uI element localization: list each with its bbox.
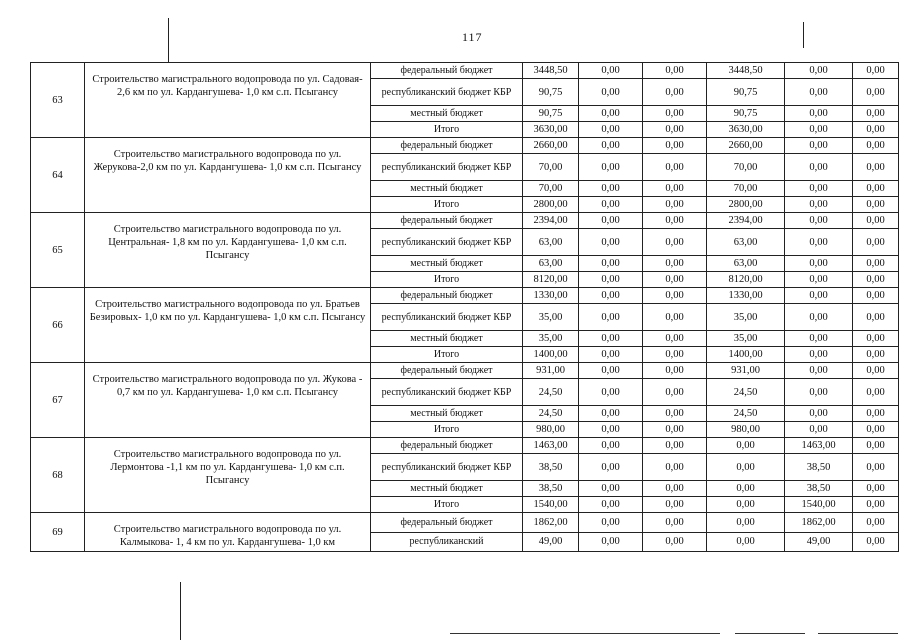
funding-source: Итого [371, 497, 523, 513]
amount-cell: 0,00 [579, 363, 643, 379]
amount-cell: 2394,00 [707, 213, 785, 229]
amount-cell: 3630,00 [523, 122, 579, 138]
amount-cell: 0,00 [853, 288, 899, 304]
amount-cell: 2800,00 [523, 197, 579, 213]
amount-cell: 3630,00 [707, 122, 785, 138]
amount-cell: 0,00 [643, 304, 707, 331]
scan-mark [818, 633, 898, 634]
amount-cell: 1463,00 [523, 438, 579, 454]
amount-cell: 1400,00 [523, 347, 579, 363]
amount-cell: 38,50 [523, 454, 579, 481]
amount-cell: 0,00 [785, 379, 853, 406]
amount-cell: 0,00 [785, 304, 853, 331]
amount-cell: 0,00 [853, 379, 899, 406]
amount-cell: 0,00 [707, 454, 785, 481]
project-description: Строительство магистрального водопровода по ул. Жукова - 0,7 км по ул. Кардангушева- 1,0 км с.п. Псыгансу [85, 363, 371, 438]
amount-cell: 35,00 [707, 331, 785, 347]
amount-cell: 0,00 [853, 481, 899, 497]
funding-source: республиканский бюджет КБР [371, 154, 523, 181]
amount-cell: 38,50 [785, 454, 853, 481]
project-description: Строительство магистрального водопровода по ул. Центральная- 1,8 км по ул. Кардангушева- 1,0 км с.п. Псыгансу [85, 213, 371, 288]
amount-cell: 0,00 [853, 154, 899, 181]
amount-cell: 0,00 [785, 347, 853, 363]
amount-cell: 0,00 [853, 63, 899, 79]
amount-cell: 980,00 [523, 422, 579, 438]
amount-cell: 0,00 [853, 406, 899, 422]
amount-cell: 35,00 [523, 331, 579, 347]
amount-cell: 0,00 [853, 438, 899, 454]
amount-cell: 49,00 [523, 532, 579, 552]
amount-cell: 0,00 [579, 197, 643, 213]
funding-source: федеральный бюджет [371, 213, 523, 229]
project-description: Строительство магистрального водопровода по ул. Калмыкова- 1, 4 км по ул. Кардангушева- 1,0 км [85, 513, 371, 552]
amount-cell: 0,00 [853, 122, 899, 138]
table-row [31, 63, 899, 79]
amount-cell: 1862,00 [785, 513, 853, 533]
scan-mark [180, 582, 181, 640]
amount-cell: 90,75 [523, 79, 579, 106]
funding-source: республиканский бюджет КБР [371, 304, 523, 331]
amount-cell: 0,00 [579, 331, 643, 347]
amount-cell: 0,00 [579, 379, 643, 406]
project-description: Строительство магистрального водопровода по ул. Лермонтова -1,1 км по ул. Кардангушева- 1,0 км с.п. Псыгансу [85, 438, 371, 513]
amount-cell: 0,00 [785, 63, 853, 79]
amount-cell: 0,00 [643, 288, 707, 304]
table-row [31, 138, 899, 154]
row-number: 65 [31, 213, 85, 288]
amount-cell: 0,00 [643, 63, 707, 79]
amount-cell: 0,00 [853, 197, 899, 213]
amount-cell: 0,00 [785, 181, 853, 197]
amount-cell: 2660,00 [707, 138, 785, 154]
amount-cell: 0,00 [853, 229, 899, 256]
funding-source: местный бюджет [371, 256, 523, 272]
amount-cell: 1400,00 [707, 347, 785, 363]
amount-cell: 0,00 [853, 513, 899, 533]
amount-cell: 0,00 [785, 331, 853, 347]
amount-cell: 0,00 [643, 138, 707, 154]
amount-cell: 0,00 [579, 304, 643, 331]
amount-cell: 0,00 [853, 181, 899, 197]
amount-cell: 0,00 [853, 304, 899, 331]
amount-cell: 1862,00 [523, 513, 579, 533]
amount-cell: 0,00 [579, 438, 643, 454]
amount-cell: 0,00 [785, 229, 853, 256]
amount-cell: 931,00 [523, 363, 579, 379]
amount-cell: 0,00 [579, 213, 643, 229]
amount-cell: 0,00 [853, 532, 899, 552]
amount-cell: 70,00 [523, 154, 579, 181]
amount-cell: 90,75 [707, 106, 785, 122]
amount-cell: 0,00 [579, 481, 643, 497]
amount-cell: 1463,00 [785, 438, 853, 454]
amount-cell: 0,00 [643, 229, 707, 256]
table-row [31, 213, 899, 229]
funding-source: местный бюджет [371, 106, 523, 122]
funding-source: Итого [371, 197, 523, 213]
amount-cell: 63,00 [707, 229, 785, 256]
amount-cell: 0,00 [853, 213, 899, 229]
funding-source: федеральный бюджет [371, 363, 523, 379]
table-row [31, 363, 899, 379]
amount-cell: 0,00 [643, 256, 707, 272]
page-number: 117 [462, 30, 483, 44]
amount-cell: 0,00 [643, 379, 707, 406]
amount-cell: 0,00 [785, 79, 853, 106]
amount-cell: 70,00 [707, 181, 785, 197]
amount-cell: 0,00 [643, 122, 707, 138]
amount-cell: 35,00 [707, 304, 785, 331]
funding-source: местный бюджет [371, 481, 523, 497]
amount-cell: 0,00 [643, 532, 707, 552]
amount-cell: 8120,00 [523, 272, 579, 288]
amount-cell: 24,50 [707, 406, 785, 422]
amount-cell: 38,50 [523, 481, 579, 497]
amount-cell: 0,00 [707, 532, 785, 552]
funding-source: республиканский бюджет КБР [371, 454, 523, 481]
funding-source: федеральный бюджет [371, 513, 523, 533]
amount-cell: 63,00 [523, 256, 579, 272]
amount-cell: 0,00 [643, 513, 707, 533]
amount-cell: 0,00 [579, 347, 643, 363]
amount-cell: 0,00 [853, 79, 899, 106]
amount-cell: 0,00 [643, 197, 707, 213]
funding-source: республиканский [371, 532, 523, 552]
amount-cell: 0,00 [853, 347, 899, 363]
amount-cell: 8120,00 [707, 272, 785, 288]
row-number: 69 [31, 513, 85, 552]
amount-cell: 0,00 [853, 256, 899, 272]
amount-cell: 0,00 [579, 532, 643, 552]
amount-cell: 63,00 [707, 256, 785, 272]
amount-cell: 70,00 [707, 154, 785, 181]
table-row [31, 438, 899, 454]
amount-cell: 2660,00 [523, 138, 579, 154]
amount-cell: 0,00 [643, 363, 707, 379]
amount-cell: 0,00 [707, 497, 785, 513]
amount-cell: 63,00 [523, 229, 579, 256]
amount-cell: 0,00 [785, 272, 853, 288]
amount-cell: 0,00 [707, 481, 785, 497]
amount-cell: 3448,50 [707, 63, 785, 79]
amount-cell: 0,00 [579, 406, 643, 422]
amount-cell: 0,00 [853, 272, 899, 288]
budget-table [30, 62, 899, 552]
amount-cell: 0,00 [785, 154, 853, 181]
amount-cell: 0,00 [785, 213, 853, 229]
amount-cell: 2394,00 [523, 213, 579, 229]
row-number: 68 [31, 438, 85, 513]
amount-cell: 0,00 [643, 438, 707, 454]
amount-cell: 0,00 [785, 138, 853, 154]
table-body [31, 63, 899, 552]
amount-cell: 24,50 [523, 406, 579, 422]
amount-cell: 90,75 [707, 79, 785, 106]
amount-cell: 0,00 [579, 422, 643, 438]
amount-cell: 1330,00 [523, 288, 579, 304]
amount-cell: 0,00 [579, 138, 643, 154]
funding-source: Итого [371, 122, 523, 138]
amount-cell: 0,00 [785, 406, 853, 422]
row-number: 63 [31, 63, 85, 138]
amount-cell: 0,00 [853, 106, 899, 122]
amount-cell: 0,00 [643, 347, 707, 363]
amount-cell: 0,00 [785, 422, 853, 438]
amount-cell: 0,00 [579, 229, 643, 256]
amount-cell: 0,00 [643, 213, 707, 229]
amount-cell: 0,00 [579, 106, 643, 122]
amount-cell: 49,00 [785, 532, 853, 552]
amount-cell: 24,50 [523, 379, 579, 406]
amount-cell: 931,00 [707, 363, 785, 379]
amount-cell: 0,00 [579, 272, 643, 288]
funding-source: федеральный бюджет [371, 288, 523, 304]
amount-cell: 980,00 [707, 422, 785, 438]
funding-source: Итого [371, 272, 523, 288]
amount-cell: 24,50 [707, 379, 785, 406]
amount-cell: 35,00 [523, 304, 579, 331]
funding-source: республиканский бюджет КБР [371, 79, 523, 106]
amount-cell: 0,00 [643, 106, 707, 122]
amount-cell: 38,50 [785, 481, 853, 497]
row-number: 64 [31, 138, 85, 213]
table-row [31, 513, 899, 533]
amount-cell: 0,00 [579, 79, 643, 106]
amount-cell: 1540,00 [523, 497, 579, 513]
amount-cell: 0,00 [643, 181, 707, 197]
amount-cell: 0,00 [643, 422, 707, 438]
row-number: 67 [31, 363, 85, 438]
amount-cell: 0,00 [785, 256, 853, 272]
scan-mark [735, 633, 805, 634]
amount-cell: 0,00 [853, 497, 899, 513]
amount-cell: 0,00 [707, 513, 785, 533]
table-row [31, 288, 899, 304]
funding-source: местный бюджет [371, 406, 523, 422]
project-description: Строительство магистрального водопровода по ул. Братьев Безировых- 1,0 км по ул. Кардангушева- 1,0 км с.п. Псыгансу [85, 288, 371, 363]
amount-cell: 0,00 [643, 481, 707, 497]
funding-source: местный бюджет [371, 181, 523, 197]
amount-cell: 0,00 [643, 454, 707, 481]
amount-cell: 0,00 [579, 63, 643, 79]
funding-source: федеральный бюджет [371, 138, 523, 154]
amount-cell: 0,00 [579, 181, 643, 197]
funding-source: федеральный бюджет [371, 63, 523, 79]
amount-cell: 0,00 [643, 154, 707, 181]
amount-cell: 0,00 [785, 106, 853, 122]
amount-cell: 0,00 [785, 363, 853, 379]
amount-cell: 0,00 [853, 363, 899, 379]
amount-cell: 0,00 [785, 197, 853, 213]
amount-cell: 0,00 [853, 138, 899, 154]
amount-cell: 0,00 [579, 256, 643, 272]
amount-cell: 1330,00 [707, 288, 785, 304]
amount-cell: 3448,50 [523, 63, 579, 79]
amount-cell: 1540,00 [785, 497, 853, 513]
amount-cell: 0,00 [785, 122, 853, 138]
amount-cell: 0,00 [579, 288, 643, 304]
scan-mark [803, 22, 804, 48]
amount-cell: 0,00 [579, 497, 643, 513]
funding-source: Итого [371, 422, 523, 438]
amount-cell: 0,00 [579, 454, 643, 481]
amount-cell: 90,75 [523, 106, 579, 122]
amount-cell: 0,00 [579, 154, 643, 181]
funding-source: республиканский бюджет КБР [371, 379, 523, 406]
row-number: 66 [31, 288, 85, 363]
amount-cell: 0,00 [853, 422, 899, 438]
amount-cell: 2800,00 [707, 197, 785, 213]
amount-cell: 0,00 [853, 331, 899, 347]
funding-source: республиканский бюджет КБР [371, 229, 523, 256]
scan-mark [450, 633, 720, 634]
amount-cell: 0,00 [579, 513, 643, 533]
amount-cell: 0,00 [785, 288, 853, 304]
amount-cell: 0,00 [643, 406, 707, 422]
funding-source: федеральный бюджет [371, 438, 523, 454]
amount-cell: 0,00 [643, 497, 707, 513]
amount-cell: 0,00 [643, 331, 707, 347]
project-description: Строительство магистрального водопровода по ул. Жерукова-2,0 км по ул. Кардангушева- 1,0 км с.п. Псыгансу [85, 138, 371, 213]
project-description: Строительство магистрального водопровода по ул. Садовая- 2,6 км по ул. Кардангушева- 1,0 км с.п. Псыгансу [85, 63, 371, 138]
scan-mark [168, 18, 169, 62]
amount-cell: 0,00 [643, 272, 707, 288]
amount-cell: 0,00 [579, 122, 643, 138]
funding-source: Итого [371, 347, 523, 363]
amount-cell: 0,00 [707, 438, 785, 454]
amount-cell: 0,00 [643, 79, 707, 106]
funding-source: местный бюджет [371, 331, 523, 347]
amount-cell: 0,00 [853, 454, 899, 481]
amount-cell: 70,00 [523, 181, 579, 197]
